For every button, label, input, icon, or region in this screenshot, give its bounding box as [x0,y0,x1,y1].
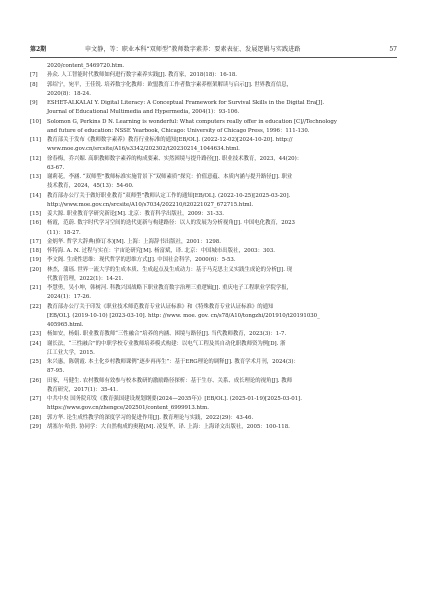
reference-number: [22] [30,303,42,310]
reference-item [30,210,397,219]
reference-number: [29] [30,423,42,430]
reference-continuation [30,349,397,358]
reference-text: 2020/content_5469720.htm. [47,63,125,69]
reference-number: [16] [30,220,42,227]
reference-text: 金炳华. 哲学大辞典(修订本)[M]. 上海：上海辞书出版社，2001：1298. [47,238,221,245]
reference-number: [8] [30,81,38,88]
reference-text: 怀特海. A. N. 过程与实在：宇宙论研究[M]. 杨富斌，译. 北京：中国城市出版社，2003：303. [47,248,275,254]
issue-label: 第2期 [30,46,47,53]
reference-number: [9] [30,100,38,106]
reference-item [30,155,397,164]
reference-text: 谢莉花，李涵. “双师型”教师标准实施背景下“双师素质”探究：价值意蕴、本质内涵与提升路径[J]. 职业 [47,174,293,180]
reference-text: 教育部办公厅关于做好职业教育“双师型”教师认定工作的通知[EB/OL]. (2022-10-25)[2025-03-20]. [47,192,291,199]
reference-number: [28] [30,414,42,421]
reference-text: 胡塞尔·哈贵. 协同学：大自然构成的奥秘[M]. 凌复华，译. 上海：上海译文出版社，2005：100-118. [47,423,290,430]
reference-continuation [30,108,397,117]
reference-text: 教育部办公厅关于印发《职业技术师范教育专业认证标准》和《特殊教育专业认证标准》的通知 [47,303,274,310]
reference-number: [20] [30,266,42,273]
reference-text: 杨霞，范蔚. 数字时代学习空间的迭代更新与构建路径：以人的发展为分析视角[J]. 中国电化教育，2023 [47,220,295,227]
reference-text: 孙众. 人工智能时代教师如何进行数字素养实践[J]. 教育家，2018(18)：16-18. [47,72,238,79]
reference-text: 代教育管理，2022(1)：14-21. [47,275,124,282]
reference-item [30,173,397,182]
reference-item [30,303,397,312]
reference-text: Journal of Educational Multimedia and Hypermedia, 2004(1)：93-106. [47,109,240,116]
reference-number: [18] [30,248,42,254]
running-title: 申文静，等：职业本科“双师型”教师数字素养：要素表征、发展逻辑与实践进路 [85,46,301,53]
reference-number: [15] [30,211,42,217]
reference-text: 郭绍宁，宛平，王佳锐. 培养数字化教师：欧盟教育工作者数字素养框架解读与启示[J]. 世界教育信息， [47,81,293,88]
reference-text: 中共中央 国务院印发《教育强国建设规划纲要(2024—2035年)》[EB/OL]. (2025-01-19)[2025-03-01]. [47,396,302,402]
reference-continuation [30,321,397,330]
reference-item [30,81,397,90]
reference-continuation [30,164,397,173]
reference-item [30,395,397,404]
reference-text: 2024(1)：17-26. [47,294,91,301]
reference-text: 谢长法，“三性融合”的中职学校专业教师培养模式构建：以电气工程及其自动化职教师资为例[D]. 浙 [47,340,286,347]
reference-number: [23] [30,331,42,338]
reference-continuation [30,275,397,284]
reference-number: [24] [30,340,42,347]
reference-text: and future of education: NSSE Yearbook, Chicago: University of Chicago Press, 1996：111-130. [47,127,310,134]
reference-continuation [30,201,397,210]
reference-text: 李文阁. 生成性思维：现代哲学的思维方式[J]. 中国社会科学，2000(6)：5-53. [47,257,236,264]
reference-text: https://www.gov.cn/zhengce/202501/content_6999913.htm. [47,405,209,412]
reference-number: [19] [30,257,42,264]
reference-text: 教育研究，2017(1)：35-41. [47,386,118,393]
running-header [30,44,397,56]
reference-text: Solomon G, Perkins D N. Learning is wonderful: What computers really offer in education [C]//Technology [47,118,337,125]
reference-item [30,330,397,339]
reference-number: [27] [30,396,42,402]
reference-number: [12] [30,155,42,162]
page-number: 57 [389,46,397,53]
reference-item [30,219,397,228]
reference-number: [13] [30,174,42,180]
reference-item [30,238,397,247]
reference-text: 杨如安，杨娟. 职业教育教师“三性融合”培养的内涵、困境与路径[J]. 当代教师教育，2023(3)：1-7. [47,331,287,338]
reference-text: 技术教育，2024，45(13)：54-60. [47,183,134,190]
reference-text: 87-95. [47,368,65,375]
reference-text: 2020(8)：18-24. [47,90,91,97]
reference-item [30,192,397,201]
reference-item [30,118,397,127]
reference-item [30,256,397,265]
reference-continuation [30,404,397,413]
reference-text: 教育部关于发布《教师数字素养》教育行业标准的通知[EB/OL]. (2022-12-02)[2024-10-20]. http:// [47,137,293,143]
reference-text: 江工业大学，2015. [47,349,95,356]
reference-continuation [30,127,397,136]
reference-text: www.moe.gov.cn/srcsite/A16/s3342/202302/t20230214_1044634.html. [47,146,240,153]
reference-item [30,423,397,432]
reference-text: 徐春梅，乔兴媚. 高职教师数字素养的构成要素、实然困境与提升路径[J]. 职业技术教育，2023，44(20)： [47,155,303,162]
reference-item [30,71,397,80]
reference-item [30,266,397,275]
reference-continuation [30,182,397,191]
reference-continuation [30,229,397,238]
reference-item [30,340,397,349]
reference-number: [7] [30,72,38,79]
reference-continuation [30,145,397,154]
reference-item [30,377,397,386]
reference-continuation [30,312,397,321]
reference-continuation [30,90,397,99]
reference-text: 田家，马健生. 农村教师有效参与校本教研的激励路径探析：基于生存、关系、成长理论的视角[J]. 教师 [47,377,293,384]
reference-item [30,99,397,108]
reference-text: [EB/OL]. (2019-10-10) [2023-03-10]. http: //www. moe. gov. cn/s78/A10/tongzhi/201910/t20191030_ [47,312,320,319]
reference-item [30,284,397,293]
reference-item [30,136,397,145]
reference-item [30,247,397,256]
reference-number: [17] [30,238,42,245]
reference-text: 63-67. [47,164,65,171]
reference-list [30,62,397,432]
reference-text: (11)：18-27. [47,229,81,236]
reference-text: 林杰，蒲瑶. 世界一流大学的生成本质、生成起点及生成动力：基于马克思主义实践生成论的分析[J]. 现 [47,266,293,273]
reference-number: [25] [30,359,42,365]
reference-continuation [30,62,397,71]
reference-text: 李慧勇，吴小坤，韩树河. 科教兴国战略下职业教育数字治理三重逻辑[J]. 重庆电子工程职业学院学报， [47,285,293,291]
reference-continuation [30,386,397,395]
reference-number: [11] [30,137,42,143]
reference-text: 朱兴惠，陈朝霞. 本土化乡村教师课例“逐步再再生”：基于ERG理论的调释[J]. 教育学术月刊，2024(3)： [47,359,299,365]
reference-text: 姜大源. 职业教育学研究新论[M]. 北京：教育科学出版社，2009：31-33. [47,211,224,217]
reference-number: [14] [30,192,42,199]
reference-number: [10] [30,118,42,125]
reference-item [30,414,397,423]
reference-item [30,358,397,367]
reference-text: 郭方华. 论生成性教学的深度学习的促进作用[J]. 教育理论与实践，2022(29)：43-46. [47,414,254,421]
reference-continuation [30,367,397,376]
reference-continuation [30,293,397,302]
reference-number: [21] [30,285,42,291]
reference-text: http://www.moe.gov.cn/srcsite/A10/s7034/202210/t20221027_672715.html. [47,201,254,208]
reference-number: [26] [30,377,42,384]
reference-text: 405965.html. [47,322,84,328]
header-rule [30,57,397,58]
reference-text: ESHET-ALKALAI Y. Digital Literacy: A Conceptual Framework for Survival Skills in the Digital Era[J]. [47,100,325,106]
